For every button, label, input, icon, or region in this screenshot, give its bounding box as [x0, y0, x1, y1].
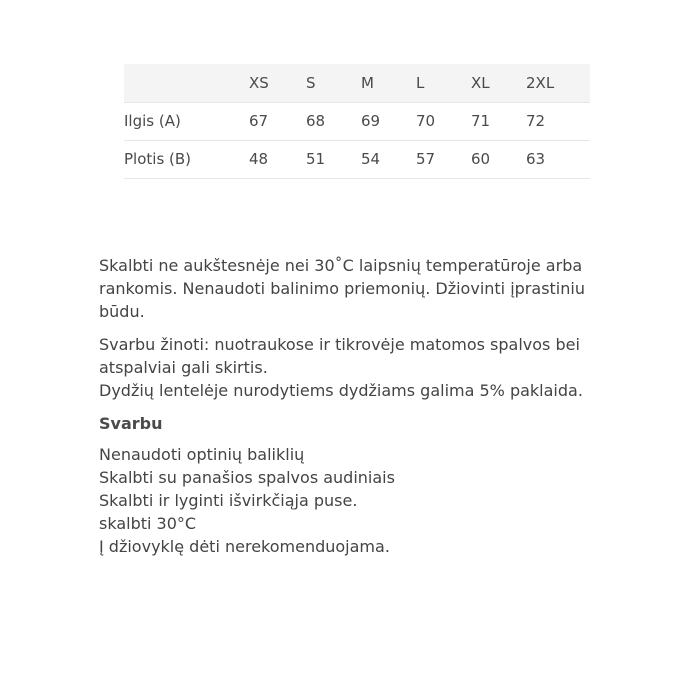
size-header-row [124, 64, 590, 102]
table-cell: 57 [416, 150, 436, 168]
instruction-list [99, 443, 599, 558]
list-item: Skalbti su panašios spalvos audiniais [99, 468, 395, 487]
list-item: Į džiovyklę dėti nerekomenduojama. [99, 537, 390, 556]
color-notice: Svarbu žinoti: nuotraukose ir tikrovėje matomos spalvos bei atspalviai gali skirtis. [99, 335, 580, 377]
important-heading: Svarbu [99, 414, 163, 433]
table-cell: 67 [249, 112, 269, 130]
table-cell: 69 [361, 112, 381, 130]
header-cell-m: M [361, 73, 374, 92]
table-cell: 48 [249, 150, 269, 168]
header-cell-empty [124, 64, 249, 102]
header-cell-xs: XS [249, 73, 269, 92]
table-cell: 70 [416, 112, 436, 130]
table-cell: 51 [306, 150, 326, 168]
header-cell-2xl: 2XL [526, 73, 555, 92]
table-cell: 72 [526, 112, 546, 130]
size-tolerance-notice: Dydžių lentelėje nurodytiems dydžiams galima 5% paklaida. [99, 381, 583, 400]
table-cell: 63 [526, 150, 546, 168]
table-cell: 68 [306, 112, 326, 130]
table-cell: 60 [471, 150, 491, 168]
list-item: Nenaudoti optinių baliklių [99, 445, 305, 464]
list-item: skalbti 30°C [99, 514, 197, 533]
size-table [124, 64, 590, 179]
care-instructions [99, 254, 599, 558]
list-item: Skalbti ir lyginti išvirkčiąja puse. [99, 491, 358, 510]
row-label-width: Plotis (B) [124, 150, 192, 168]
row-label-length: Ilgis (A) [124, 112, 181, 130]
table-cell: 71 [471, 112, 491, 130]
table-cell: 54 [361, 150, 381, 168]
header-cell-l: L [416, 73, 425, 92]
table-row [124, 140, 590, 178]
washing-paragraph: Skalbti ne aukštesnėje nei 30˚C laipsnių temperatūroje arba rankomis. Nenaudoti balinimo priemonių. Džiovinti įprastiniu būdu. [99, 256, 585, 321]
table-row [124, 102, 590, 140]
header-cell-xl: XL [471, 73, 490, 92]
header-cell-s: S [306, 73, 316, 92]
